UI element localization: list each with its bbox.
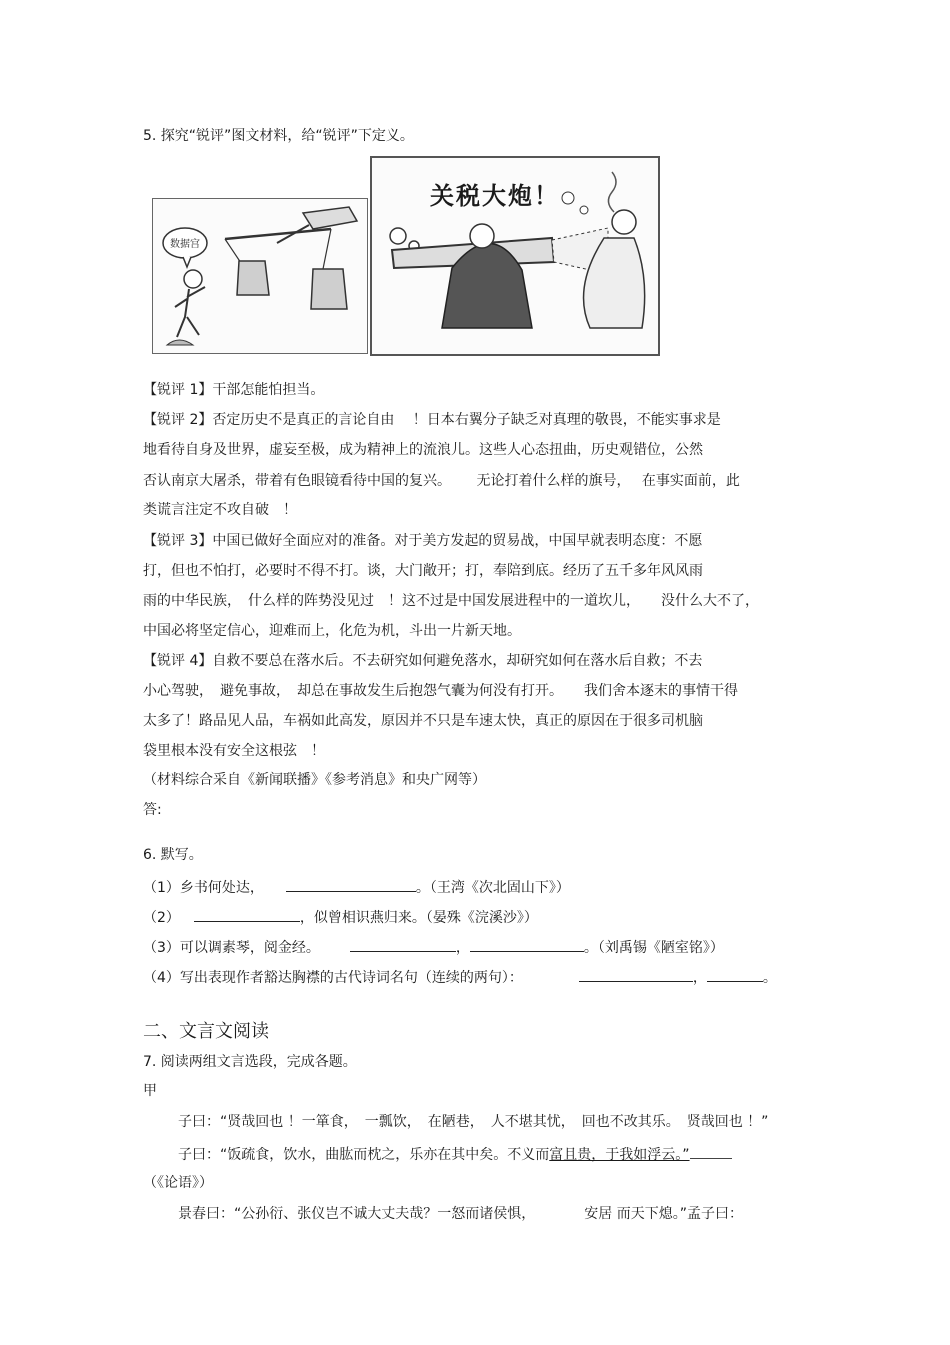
ruiping-1: 【锐评 1】干部怎能怕担当。 <box>143 382 325 398</box>
ruiping-4-line: 袋里根本没有安全这根弦 ！ <box>143 743 325 759</box>
classical-line-1: 子曰：“贤哉回也 ！一箪食， 一瓢饮， 在陋巷， 人不堪其忧， 回也不改其乐。 贤哉回也 ！” <box>178 1114 769 1130</box>
ruiping-4-line: 小心驾驶， 避免事故， 却总在事故发生后抱怨气囊为何没有打开。 我们舍本逐末的事情干得 <box>143 683 738 699</box>
ruiping-2-line: 【锐评 2】否定历史不是真正的言论自由 ！日本右翼分子缺乏对真理的敬畏，不能实事求是 <box>143 412 721 428</box>
q6-item-4 <box>143 965 777 988</box>
ruiping-3-line: 【锐评 3】中国已做好全面应对的准备。对于美方发起的贸易战，中国早就表明态度：不愿 <box>143 533 703 549</box>
ruiping-4-line: 【锐评 4】自救不要总在落水后。不去研究如何避免落水，却研究如何在落水后自救；不去 <box>143 653 703 669</box>
ruiping-2-line: 类谎言注定不攻自破 ！ <box>143 502 297 518</box>
answer-blank[interactable] <box>579 965 693 982</box>
ruiping-3-line: 雨的中华民族， 什么样的阵势没见过 ！这不过是中国发展进程中的一道坎儿， 没什么大不了， <box>143 593 759 609</box>
answer-label: 答: <box>143 802 162 818</box>
ruiping-3-line: 打，但也不怕打，必要时不得不打。谈，大门敞开；打，奉陪到底。经历了五千多年风风雨 <box>143 563 703 579</box>
classical-source: （《论语》） <box>143 1175 213 1191</box>
q6-item-4-suffix: 。 <box>762 970 777 986</box>
cartoon-left-image <box>152 198 368 354</box>
ruiping-3-line: 中国必将坚定信心，迎难而上，化危为机，斗出一片新天地。 <box>143 623 521 639</box>
q6-item-1-suffix: 。（王湾《次北固山下》） <box>415 880 570 896</box>
q6-item-2 <box>143 905 538 928</box>
q6-item-2-prefix: （2） <box>143 910 180 926</box>
answer-blank[interactable] <box>707 965 763 982</box>
answer-blank[interactable] <box>194 905 300 922</box>
part-label: 甲 <box>143 1083 157 1099</box>
tariff-cannon-cartoon <box>372 158 658 354</box>
ruiping-4-line: 太多了！路品见人品，车祸如此高发，原因并不只是车速太快，真正的原因在于很多司机脑 <box>143 713 703 729</box>
q6-item-4-prefix: （4）写出表现作者豁达胸襟的古代诗词名句（连续的两句）： <box>143 970 523 986</box>
q6-item-3 <box>143 935 724 958</box>
answer-blank[interactable] <box>286 875 416 892</box>
q6-item-3-prefix: （3）可以调素琴，阅金经。 <box>143 940 320 956</box>
cartoon-bubble-text: 数据宫 <box>170 239 200 250</box>
material-source: （材料综合采自《新闻联播》《参考消息》和央广网等） <box>143 772 486 788</box>
underline-tail <box>690 1142 732 1159</box>
q6-item-1-prefix: （1）乡书何处达， <box>143 880 264 896</box>
classical-line-3: 景春曰：“公孙衍、张仪岂不诚大丈夫哉？一怒而诸侯惧， 安居 而天下熄。”孟子曰： <box>178 1206 743 1222</box>
classical-line-2-a: 子曰：“饭疏食，饮水，曲肱而枕之，乐亦在其中矣。不义而 <box>178 1147 550 1163</box>
q6-item-3-suffix: 。（刘禹锡《陋室铭》） <box>583 940 724 956</box>
section-title: 二、文言文阅读 <box>143 1021 269 1042</box>
classical-line-2-b: 富且贵，于我如浮云。” <box>549 1147 690 1163</box>
balance-scale-cartoon <box>153 199 367 353</box>
cartoon-right-image <box>370 156 660 356</box>
q6-item-3-sep: ， <box>455 940 470 956</box>
ruiping-2-line: 否认南京大屠杀，带着有色眼镜看待中国的复兴。 无论打着什么样的旗号， 在事实面前，此 <box>143 473 740 489</box>
q6-stem: 6. 默写。 <box>143 847 203 863</box>
ruiping-2-line: 地看待自身及世界，虚妄至极，成为精神上的流浪儿。这些人心态扭曲，历史观错位，公然 <box>143 442 703 458</box>
q6-item-1 <box>143 875 570 898</box>
q6-item-2-suffix: ，似曾相识燕归来。（晏殊《浣溪沙》） <box>299 910 538 926</box>
answer-blank[interactable] <box>350 935 456 952</box>
classical-line-2 <box>178 1142 732 1165</box>
cartoon-title: 关税大炮！ <box>430 182 560 210</box>
q7-stem: 7. 阅读两组文言选段，完成各题。 <box>143 1054 357 1070</box>
answer-blank[interactable] <box>470 935 584 952</box>
q6-item-4-sep: ， <box>692 970 707 986</box>
q5-stem: 5. 探究“锐评”图文材料，给“锐评”下定义。 <box>143 128 414 144</box>
